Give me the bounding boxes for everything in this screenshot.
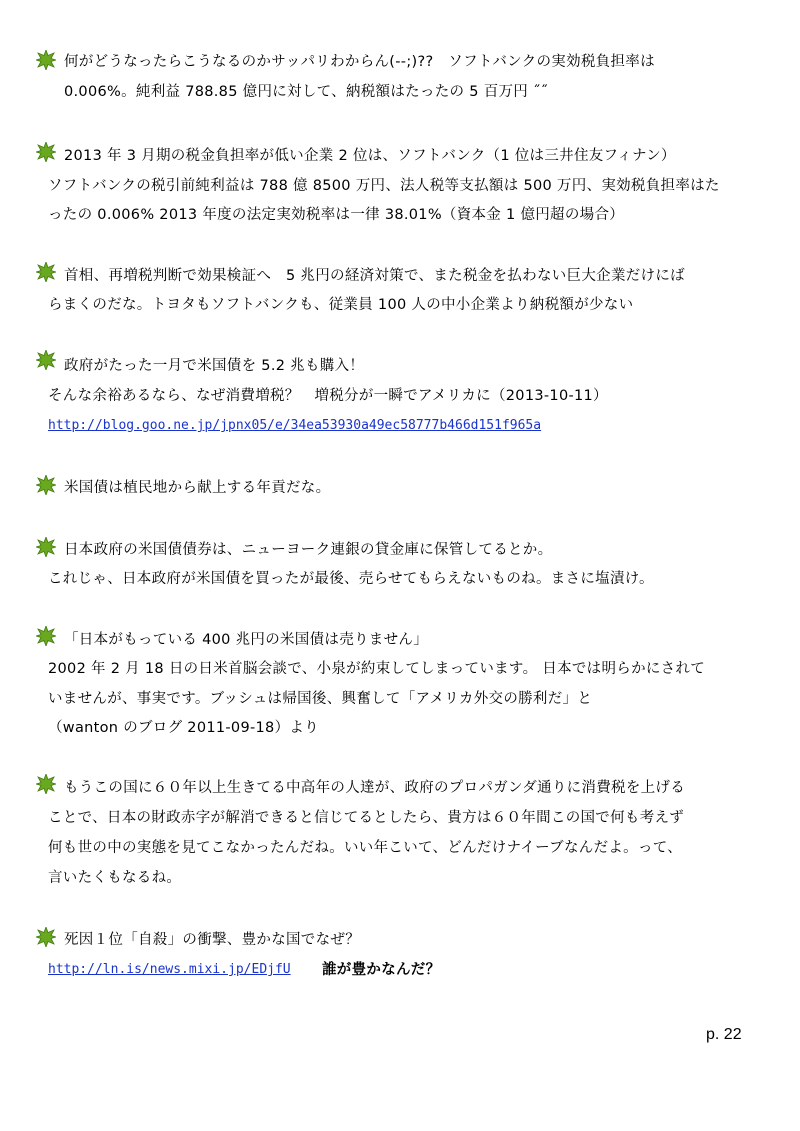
green-star-bullet-icon xyxy=(36,927,56,947)
green-star-bullet-icon xyxy=(36,537,56,557)
entry-6-line-1: 日本政府の米国債債券は、ニューヨーク連銀の貸金庫に保管してるとか。 xyxy=(64,542,553,558)
entry-8-line-1: もうこの国に６０年以上生きてる中高年の人達が、政府のプロパガンダ通りに消費税を上げる xyxy=(64,780,686,796)
entry-9-link-suffix: 誰が豊かなんだ？ xyxy=(322,962,441,978)
green-star-bullet-icon xyxy=(36,626,56,646)
green-star-bullet-icon xyxy=(36,350,56,370)
entry-9-link[interactable]: http://ln.is/news.mixi.jp/EDjfU xyxy=(48,962,291,977)
entry-7-line-4: （wanton のブログ 2011-09-18）より xyxy=(48,720,319,736)
entry-5-line-1: 米国債は植民地から献上する年貢だな。 xyxy=(64,480,331,496)
entry-6-line-2: これじゃ、日本政府が米国債を買ったが最後、売らせてもらえないものね。まさに塩漬け。 xyxy=(48,571,654,587)
entry-7-line-2: 2002 年 2 月 18 日の日米首脳会談で、小泉が約束してしまっています。 日本では明らかにされて xyxy=(48,661,706,677)
entry-4-line-1: 政府がたった一月で米国債を 5.2 兆も購入！ xyxy=(64,358,365,374)
green-star-bullet-icon xyxy=(36,475,56,495)
entry-8-line-3: 何も世の中の実態を見てこなかったんだね。いい年こいて、どんだけナイーブなんだよ。って、 xyxy=(48,840,683,856)
entry-3-line-1: 首相、再増税判断で効果検証へ 5 兆円の経済対策で、また税金を払わない巨大企業だけにば xyxy=(64,268,685,284)
entry-8-line-2: ことで、日本の財政赤字が解消できると信じてるとしたら、貴方は６０年間この国で何も考えず xyxy=(48,810,685,826)
entry-3-line-2: らまくのだな。トヨタもソフトバンクも、従業員 100 人の中小企業より納税額が少ない xyxy=(48,297,634,313)
entry-2-line-2: ソフトバンクの税引前純利益は 788 億 8500 万円、法人税等支払額は 500 万円、実効税負担率はた xyxy=(48,178,720,194)
green-star-bullet-icon xyxy=(36,774,56,794)
entry-8-line-4: 言いたくもなるね。 xyxy=(48,870,182,886)
entry-1-line-1: 何がどうなったらこうなるのかサッパリわからん(--;)?? ソフトバンクの実効税負担率は xyxy=(64,54,655,70)
entry-4-line-2: そんな余裕あるなら、なぜ消費増税？ 増税分が一瞬でアメリカに（2013-10-11） xyxy=(48,388,608,404)
entry-7-line-3: いませんが、事実です。ブッシュは帰国後、興奮して「アメリカ外交の勝利だ」と xyxy=(48,691,593,707)
green-star-bullet-icon xyxy=(36,50,56,70)
entry-9-line-1: 死因１位「自殺」の衝撃、豊かな国でなぜ？ xyxy=(64,932,360,948)
entry-1-line-2: 0.006%。純利益 788.85 億円に対して、納税額はたったの 5 百万円 ˝˝ xyxy=(64,84,549,100)
green-star-bullet-icon xyxy=(36,262,56,282)
page-number: p. 22 xyxy=(706,1026,742,1043)
entry-7-line-1: 「日本がもっている 400 兆円の米国債は売りません」 xyxy=(64,632,428,648)
entry-2-line-1: 2013 年 3 月期の税金負担率が低い企業 2 位は、ソフトバンク（1 位は三井住友フィナン） xyxy=(64,148,676,164)
entry-4-link[interactable]: http://blog.goo.ne.jp/jpnx05/e/34ea53930a49ec58777b466d151f965a xyxy=(48,418,542,433)
green-star-bullet-icon xyxy=(36,142,56,162)
entry-2-line-3: ったの 0.006% 2013 年度の法定実効税率は一律 38.01%（資本金 1 億円超の場合） xyxy=(48,207,625,223)
